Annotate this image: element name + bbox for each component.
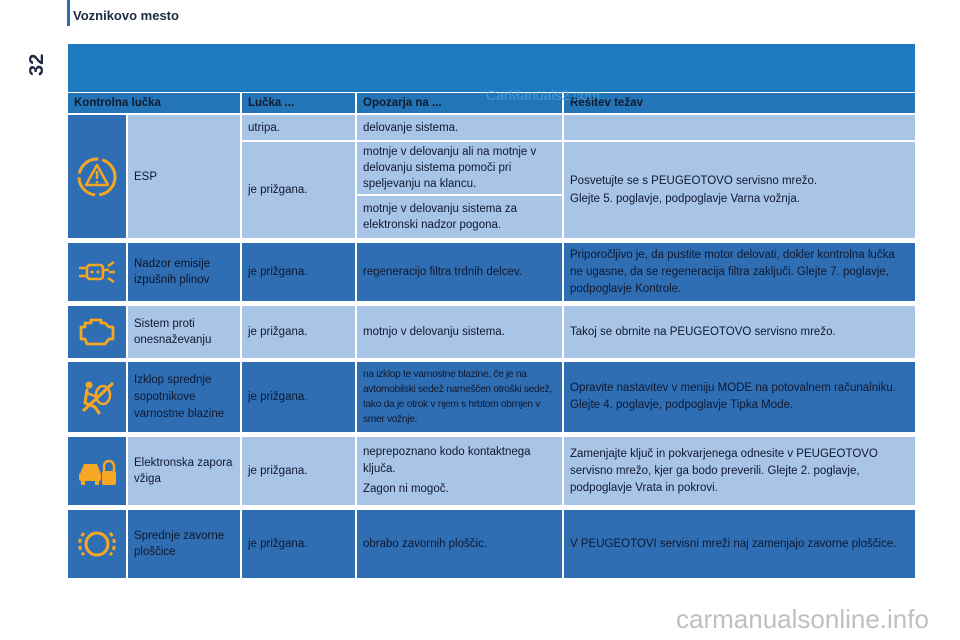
immobilizer-warns-b: Zagon ni mogoč.	[363, 483, 449, 495]
airbag-solution: Opravite nastavitev v meniju MODE na potovalnem računalniku. Glejte 4. poglavje, podpoglavje Tipka Mode.	[564, 362, 915, 432]
emission-solution: Priporočljivo je, da pustite motor delovati, dokler kontrolna lučka ne ugasne, da se regeneracija filtra zaključi. Glejte 7. poglavje, podpoglavje Kontrole.	[564, 243, 915, 301]
engine-solution: Takoj se obrnite na PEUGEOTOVO servisno mrežo.	[564, 306, 915, 358]
brakes-name: Sprednje zavorne ploščice	[128, 510, 240, 578]
immobilizer-solution: Zamenjajte ključ in pokvarjenega odnesite v PEUGEOTOVO servisno mrežo, kjer ga bodo preverili. Glejte 2. poglavje, podpoglavje Vrata in pokrovi.	[564, 437, 915, 505]
engine-state: je prižgana.	[242, 306, 355, 358]
page-number-box	[24, 14, 50, 84]
esp-icon-cell	[68, 115, 126, 238]
airbag-state: je prižgana.	[242, 362, 355, 432]
brakes-warns: obrabo zavornih ploščic.	[357, 510, 562, 578]
airbag-off-icon	[77, 379, 117, 415]
immobilizer-icon-cell	[68, 437, 126, 505]
brake-pads-icon	[77, 526, 117, 562]
engine-icon-cell	[68, 306, 126, 358]
emission-warns: regeneracijo filtra trdnih delcev.	[357, 243, 562, 301]
exhaust-filter-icon	[77, 260, 117, 284]
airbag-warns: na izklop te varnostne blazine, če je na avtomobilski sedež nameščen otroški sedež, tako da je otrok v njem s hrbtom obrnjen v smer vožnje.	[357, 362, 562, 432]
immobilizer-warns	[357, 437, 562, 505]
esp-name: ESP	[128, 115, 240, 238]
emission-state: je prižgana.	[242, 243, 355, 301]
engine-icon	[77, 317, 117, 347]
engine-warns: motnjo v delovanju sistema.	[357, 306, 562, 358]
esp-solution-2	[564, 142, 915, 238]
esp-state-1: utripa.	[242, 115, 355, 140]
header-rule	[67, 0, 70, 26]
watermark-bottom: carmanualsonline.info	[676, 604, 929, 634]
esp-solution-b: Glejte 5. poglavje, podpoglavje Varna vožnja.	[570, 193, 800, 205]
page-number: 32	[26, 53, 48, 76]
watermark-top: CarManuals2.com	[486, 87, 600, 103]
esp-warns-2a: motnje v delovanju ali na motnje v delovanju sistema pomoči pri speljevanju na klancu.	[357, 142, 562, 194]
esp-warns-2b: motnje v delovanju sistema za elektronski nadzor pogona.	[357, 196, 562, 238]
column-header-warns: Opozarja na ...	[357, 93, 562, 113]
column-header-state: Lučka ...	[242, 93, 355, 113]
airbag-icon-cell	[68, 362, 126, 432]
brakes-icon-cell	[68, 510, 126, 578]
table-banner	[68, 44, 915, 92]
airbag-name: Izklop sprednje sopotnikove varnostne blazine	[128, 362, 240, 432]
immobilizer-name: Elektronska zapora vžiga	[128, 437, 240, 505]
emission-icon-cell	[68, 243, 126, 301]
immobilizer-warns-a: neprepoznano kodo kontaktnega ključa.	[363, 446, 531, 475]
esp-solution-a: Posvetujte se s PEUGEOTOVO servisno mrežo.	[570, 175, 818, 187]
warning-triangle-icon	[76, 156, 118, 198]
brakes-solution: V PEUGEOTOVI servisni mreži naj zamenjajo zavorne ploščice.	[564, 510, 915, 578]
esp-state-2: je prižgana.	[242, 142, 355, 238]
car-lock-icon	[77, 454, 117, 488]
immobilizer-state: je prižgana.	[242, 437, 355, 505]
brakes-state: je prižgana.	[242, 510, 355, 578]
column-header-indicator: Kontrolna lučka	[68, 93, 240, 113]
engine-name: Sistem proti onesnaževanju	[128, 306, 240, 358]
emission-name: Nadzor emisije izpušnih plinov	[128, 243, 240, 301]
esp-solution-1-empty	[564, 115, 915, 140]
section-title: Voznikovo mesto	[73, 8, 179, 23]
column-header-solution: Rešitev težav	[564, 93, 915, 113]
esp-warns-1: delovanje sistema.	[357, 115, 562, 140]
